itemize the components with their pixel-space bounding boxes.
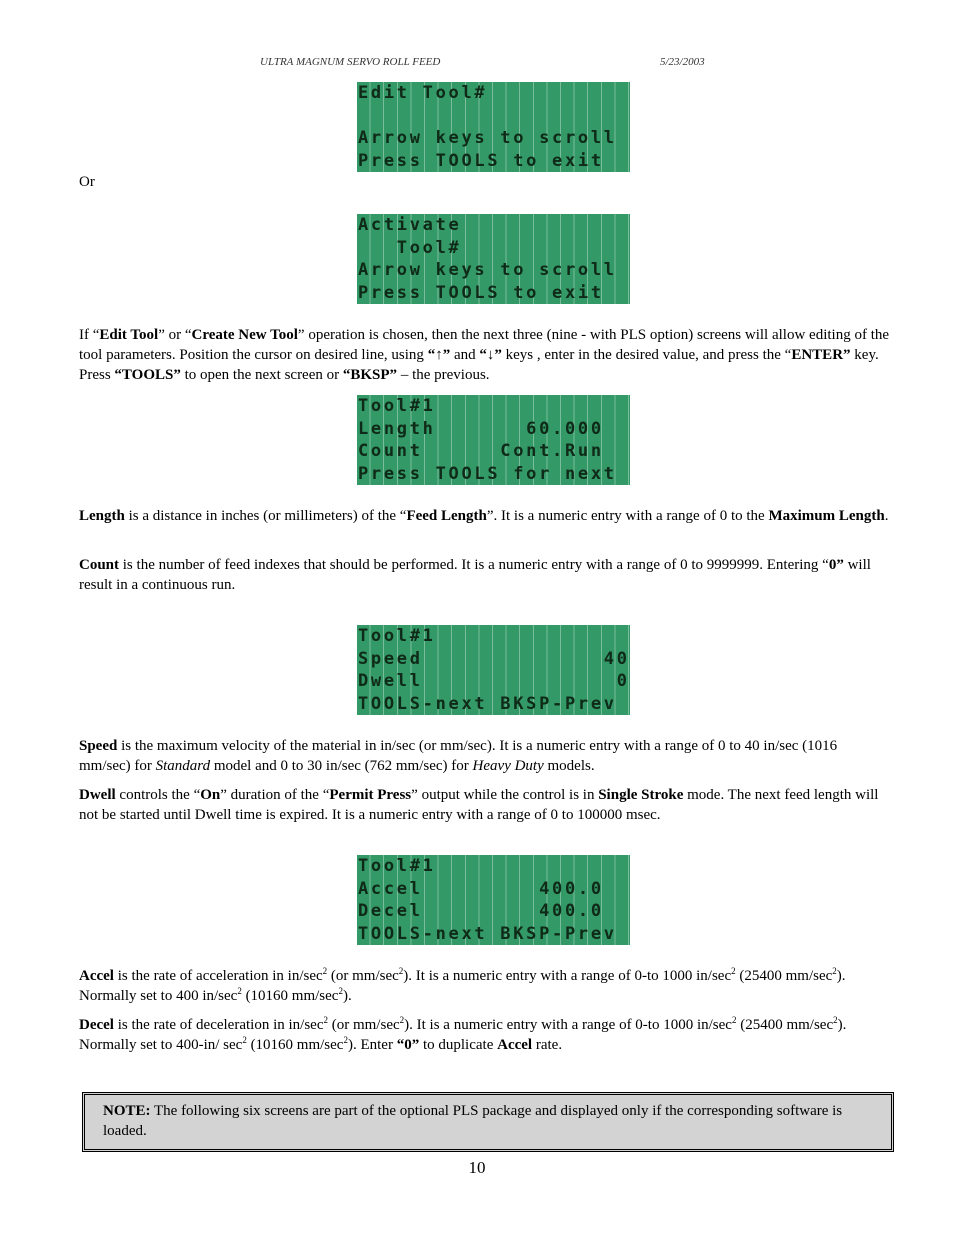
lcd-line: Tool#1 xyxy=(358,396,436,416)
lcd-line: Press TOOLS for next xyxy=(358,463,617,484)
lcd-line: Arrow keys to scroll xyxy=(358,128,617,148)
lcd-line xyxy=(357,105,630,128)
lcd-line: Length 60.000 xyxy=(358,418,604,439)
lcd-line: Count Cont.Run xyxy=(358,441,604,461)
paragraph-edit-intro: If “Edit Tool” or “Create New Tool” operation is chosen, then the next three (nine - with PLS option) screens will allow editing of the tool parameters. Position the cursor on desired line, using “↑” and “↓” keys , enter in the desired value, and press the “ENTER” key. Press “TOOLS” to open the next screen or “BKSP” – the previous. xyxy=(79,327,890,383)
lcd-line: Tool#1 xyxy=(358,626,436,646)
lcd-line: Press TOOLS to exit xyxy=(358,150,604,171)
paragraph-accel: Accel is the rate of acceleration in $in/\sec^2$ (or $mm/\sec^2$). It is a numeric entry with a range of 0-to 1000 $in/\sec^2$ (25400 $mm/\sec^2$). Normally set to 400 $in/\sec^2$ (10160 $mm/\sec^2$). xyxy=(79,966,846,1004)
lcd-line: Edit Tool# xyxy=(358,83,488,103)
lcd-line: Tool#1 xyxy=(358,856,436,876)
page-number: 10 xyxy=(468,1158,486,1177)
lcd-line: Dwell 0 xyxy=(358,671,630,691)
lcd-line: Tool# xyxy=(358,237,462,258)
lcd-line: Speed 40 xyxy=(358,648,630,669)
paragraph-dwell: Dwell controls the “On” duration of the “Permit Press” output while the control is in Single Stroke mode. The next feed length will not be started until Dwell time is expired. It is a numeric entry with a range of 0 to 100000 msec. xyxy=(79,787,879,823)
lcd-screen-length-count xyxy=(357,395,630,485)
paragraph-decel: Decel is the rate of deceleration in $in/\sec^2$ (or $mm/\sec^2$). It is a numeric entry with a range of 0-to 1000 $in/\sec^2$ (25400 $mm/\sec^2$). Normally set to 400-in/ $\sec^2 (10160$ $mm/\sec^2$). Enter “0” to duplicate Accel rate. xyxy=(79,1015,847,1053)
lcd-line: TOOLS-next BKSP-Prev xyxy=(358,693,617,714)
lcd-line: Arrow keys to scroll xyxy=(358,260,617,280)
note-box xyxy=(82,1092,894,1152)
paragraph-length: Length is a distance in inches (or millimeters) of the “Feed Length”. It is a numeric entry with a range of 0 to the Maximum Length. xyxy=(79,508,889,524)
lcd-line: Decel 400.0 xyxy=(358,901,604,921)
paragraph-count: Count is the number of feed indexes that should be performed. It is a numeric entry with a range of 0 to 9999999. Entering “0” will result in a continuous run. xyxy=(79,557,871,593)
lcd-line: Activate xyxy=(358,215,462,235)
note-body: The following six screens are part of the optional PLS package and displayed only if the corresponding software is loaded. xyxy=(103,1103,843,1139)
header-date: 5/23/2003 xyxy=(660,56,705,68)
lcd-line: Accel 400.0 xyxy=(358,878,604,899)
lcd-screen-edit-tool xyxy=(357,82,630,172)
lcd-line: TOOLS-next BKSP-Prev xyxy=(358,923,617,944)
lcd-screen-activate-tool xyxy=(357,214,630,304)
note-label: NOTE: xyxy=(103,1103,151,1119)
lcd-screen-accel-decel xyxy=(357,855,630,945)
lcd-line: Press TOOLS to exit xyxy=(358,282,604,303)
or-text: Or xyxy=(79,174,95,190)
lcd-screen-speed-dwell xyxy=(357,625,630,715)
paragraph-speed: Speed is the maximum velocity of the material in in/sec (or mm/sec). It is a numeric entry with a range of 0 to 40 in/sec (1016 mm/sec) for Standard model and 0 to 30 in/sec (762 mm/sec) for Heavy Duty models. xyxy=(79,738,838,774)
header-title: ULTRA MAGNUM SERVO ROLL FEED xyxy=(260,56,441,68)
